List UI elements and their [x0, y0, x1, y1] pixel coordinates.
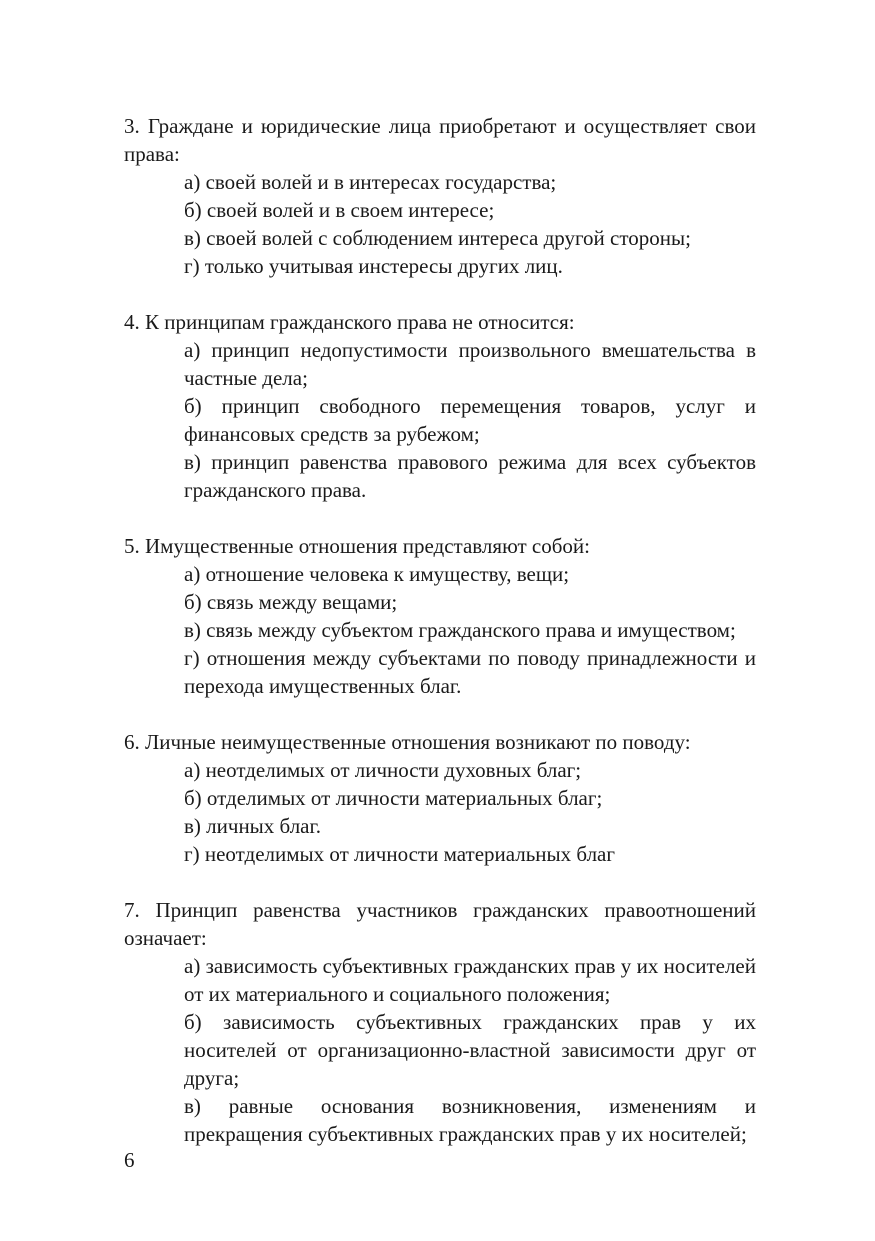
- answer-options: [124, 336, 756, 504]
- question-number: 5.: [124, 534, 140, 558]
- answer-option: б) связь между вещами;: [184, 590, 398, 614]
- question-5: [124, 532, 756, 700]
- question-number: 4.: [124, 310, 140, 334]
- question-4: [124, 308, 756, 504]
- answer-option: б) отделимых от личности материальных благ;: [184, 786, 603, 810]
- answer-options: [124, 168, 756, 280]
- question-3: [124, 112, 756, 280]
- answer-option: г) отношения между субъектами по поводу принадлежности и перехода имущественных благ.: [184, 646, 756, 698]
- answer-option: в) личных благ.: [184, 814, 321, 838]
- answer-option: в) равные основания возникновения, изменениям и прекращения субъективных гражданских прав у их носителей;: [184, 1094, 756, 1146]
- question-text: Граждане и юридические лица приобретают и осуществляет свои права:: [124, 114, 756, 166]
- answer-option: б) своей волей и в своем интересе;: [184, 198, 495, 222]
- answer-option: б) принцип свободного перемещения товаров, услуг и финансовых средств за рубежом;: [184, 394, 756, 446]
- answer-option: а) зависимость субъективных гражданских прав у их носителей от их материального и социального положения;: [184, 954, 756, 1006]
- question-7: [124, 896, 756, 1148]
- question-stem: [124, 308, 756, 336]
- answer-option: а) неотделимых от личности духовных благ;: [184, 758, 582, 782]
- answer-option: б) зависимость субъективных гражданских прав у их носителей от организационно-властной зависимости друг от друга;: [184, 1010, 756, 1090]
- question-number: 7.: [124, 898, 140, 922]
- page-number: 6: [124, 1148, 135, 1172]
- question-stem: [124, 532, 756, 560]
- question-number: 6.: [124, 730, 140, 754]
- answer-option: а) принцип недопустимости произвольного вмешательства в частные дела;: [184, 338, 756, 390]
- answer-option: в) принцип равенства правового режима для всех субъектов гражданского права.: [184, 450, 756, 502]
- answer-option: а) отношение человека к имуществу, вещи;: [184, 562, 570, 586]
- answer-options: [124, 560, 756, 700]
- question-text: К принципам гражданского права не относится:: [145, 310, 575, 334]
- answer-options: [124, 756, 756, 868]
- question-stem: [124, 896, 756, 952]
- question-text: Личные неимущественные отношения возникают по поводу:: [145, 730, 691, 754]
- question-6: [124, 728, 756, 868]
- question-stem: [124, 728, 756, 756]
- question-text: Принцип равенства участников гражданских правоотношений означает:: [124, 898, 756, 950]
- question-number: 3.: [124, 114, 140, 138]
- answer-option: г) неотделимых от личности материальных благ: [184, 842, 615, 866]
- question-text: Имущественные отношения представляют собой:: [145, 534, 590, 558]
- answer-option: в) связь между субъектом гражданского права и имуществом;: [184, 618, 736, 642]
- answer-option: в) своей волей с соблюдением интереса другой стороны;: [184, 226, 691, 250]
- answer-options: [124, 952, 756, 1148]
- page-content: [124, 112, 756, 1176]
- answer-option: а) своей волей и в интересах государства;: [184, 170, 557, 194]
- question-stem: [124, 112, 756, 168]
- answer-option: г) только учитывая инстересы других лиц.: [184, 254, 563, 278]
